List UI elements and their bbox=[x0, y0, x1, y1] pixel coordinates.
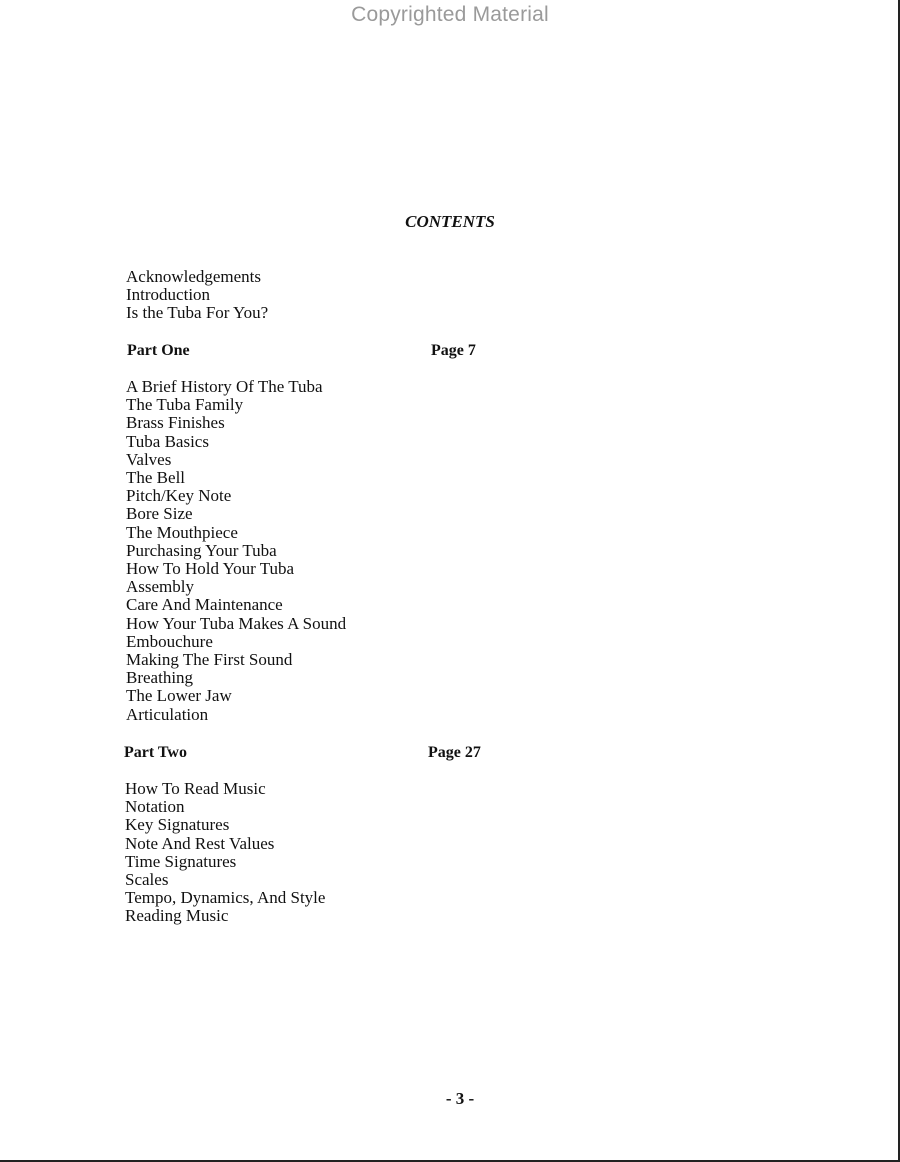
list-item: Note And Rest Values bbox=[125, 833, 275, 853]
list-item: Making The First Sound bbox=[126, 650, 293, 670]
list-item: Assembly bbox=[126, 577, 194, 597]
page-number: - 3 - bbox=[445, 1089, 475, 1108]
part-two-label: Part Two bbox=[124, 744, 187, 761]
part-one-list bbox=[126, 378, 346, 724]
list-item: Articulation bbox=[126, 704, 209, 724]
part-one-page: Page 7 bbox=[431, 342, 476, 359]
list-item: Bore Size bbox=[126, 504, 193, 524]
list-item: The Lower Jaw bbox=[126, 686, 232, 706]
list-item: Is the Tuba For You? bbox=[126, 303, 269, 323]
list-item: Acknowledgements bbox=[126, 267, 262, 286]
list-item: How To Hold Your Tuba bbox=[126, 559, 295, 579]
list-item: Introduction bbox=[126, 285, 211, 305]
list-item: How To Read Music bbox=[125, 779, 266, 798]
list-item: The Mouthpiece bbox=[126, 522, 238, 542]
list-item: Tempo, Dynamics, And Style bbox=[125, 888, 326, 908]
watermark: Copyrighted Material bbox=[351, 3, 549, 26]
part-two-list bbox=[125, 780, 325, 926]
list-item: Notation bbox=[125, 797, 185, 817]
contents-title: CONTENTS bbox=[405, 212, 495, 231]
part-two-page: Page 27 bbox=[428, 744, 481, 761]
list-item: Breathing bbox=[126, 668, 194, 688]
list-item: The Tuba Family bbox=[126, 395, 244, 415]
list-item: Care And Maintenance bbox=[126, 595, 283, 615]
list-item: Embouchure bbox=[126, 631, 213, 651]
list-item: Purchasing Your Tuba bbox=[126, 540, 277, 560]
list-item: Pitch/Key Note bbox=[126, 486, 232, 506]
list-item: Valves bbox=[126, 449, 172, 469]
list-item: Tuba Basics bbox=[126, 431, 209, 451]
list-item: Reading Music bbox=[125, 906, 229, 926]
front-matter-list bbox=[126, 268, 268, 323]
list-item: Scales bbox=[125, 870, 169, 890]
list-item: How Your Tuba Makes A Sound bbox=[126, 613, 347, 633]
list-item: Key Signatures bbox=[125, 815, 230, 835]
list-item: The Bell bbox=[126, 468, 186, 488]
list-item: A Brief History Of The Tuba bbox=[126, 377, 323, 396]
part-one-label: Part One bbox=[127, 342, 190, 359]
list-item: Time Signatures bbox=[125, 851, 237, 871]
list-item: Brass Finishes bbox=[126, 413, 225, 433]
